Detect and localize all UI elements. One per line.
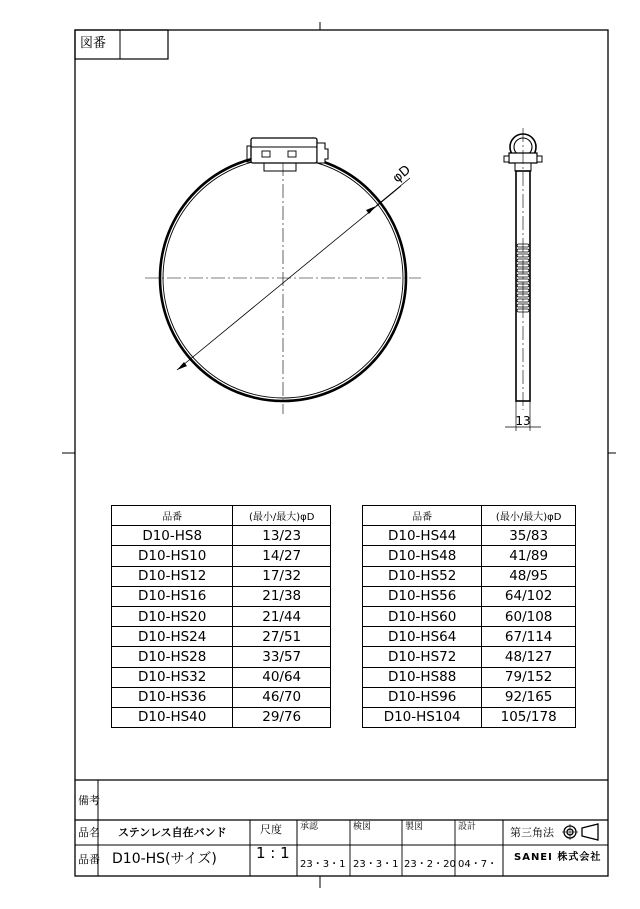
checked-date: 23・3・1 [353,859,399,870]
third-angle-projection-icon [562,824,598,840]
size-range-cell: 21/44 [233,606,331,626]
clamp-side-view [504,128,542,431]
table-row [112,546,331,566]
table-row [363,606,576,626]
size-range-cell: 14/27 [233,546,331,566]
dimension-phi-d-label: φD [389,162,414,187]
table-row [112,627,331,647]
table-row [112,667,331,687]
header-size: (最小/最大)φD [233,506,331,526]
size-range-cell: 29/76 [233,707,331,727]
size-range-cell: 64/102 [482,586,576,606]
scale-value: 1 : 1 [256,844,290,862]
table-row [363,687,576,707]
part-number-cell: D10-HS44 [363,526,482,546]
size-range-cell: 105/178 [482,707,576,727]
part-number-cell: D10-HS40 [112,707,233,727]
dimension-width-label: 13 [515,414,531,428]
design-date: 04・7・ [458,859,498,870]
size-range-cell: 48/95 [482,566,576,586]
part-number-cell: D10-HS56 [363,586,482,606]
table-row [363,526,576,546]
part-number-cell: D10-HS32 [112,667,233,687]
part-number-cell: D10-HS24 [112,627,233,647]
size-range-cell: 48/127 [482,647,576,667]
table-row [112,606,331,626]
part-number-cell: D10-HS72 [363,647,482,667]
size-range-cell: 33/57 [233,647,331,667]
table-header-row [363,506,576,526]
size-table-right [362,505,576,728]
part-number-cell: D10-HS20 [112,606,233,626]
size-range-cell: 27/51 [233,627,331,647]
remarks-label: 備考 [78,794,100,807]
approved-date: 23・3・1 [300,859,346,870]
part-number-cell: D10-HS28 [112,647,233,667]
part-number-cell: D10-HS10 [112,546,233,566]
size-range-cell: 13/23 [233,526,331,546]
part-number-cell: D10-HS36 [112,687,233,707]
table-row [112,687,331,707]
product-name: ステンレス自在バンド [118,826,227,839]
size-range-cell: 40/64 [233,667,331,687]
checked-label: 検図 [353,822,372,832]
table-row [363,627,576,647]
projection-label: 第三角法 [510,826,554,839]
table-row [112,647,331,667]
table-row [112,566,331,586]
table-row [363,667,576,687]
company-name: SANEI 株式会社 [514,852,602,863]
part-number-cell: D10-HS104 [363,707,482,727]
name-label: 品名 [78,826,100,839]
table-row [363,707,576,727]
size-range-cell: 67/114 [482,627,576,647]
header-part-number: 品番 [112,506,233,526]
size-table-left [111,505,331,728]
table-header-row [112,506,331,526]
part-number-cell: D10-HS96 [363,687,482,707]
part-number-cell: D10-HS12 [112,566,233,586]
size-range-cell: 35/83 [482,526,576,546]
drawn-date: 23・2・20 [404,859,456,870]
table-row [112,707,331,727]
size-range-cell: 17/32 [233,566,331,586]
table-row [363,546,576,566]
size-range-cell: 60/108 [482,606,576,626]
number-label: 品番 [78,853,100,866]
scale-label: 尺度 [260,823,282,836]
part-number-cell: D10-HS52 [363,566,482,586]
table-row [363,647,576,667]
part-number-cell: D10-HS16 [112,586,233,606]
header-size: (最小/最大)φD [482,506,576,526]
size-range-cell: 46/70 [233,687,331,707]
approved-label: 承認 [300,822,319,832]
size-range-cell: 41/89 [482,546,576,566]
part-number-cell: D10-HS8 [112,526,233,546]
part-number-cell: D10-HS88 [363,667,482,687]
product-number: D10-HS(サイズ) [112,851,217,867]
table-row [112,586,331,606]
table-row [363,566,576,586]
part-number-cell: D10-HS60 [363,606,482,626]
clamp-front-view [145,138,421,414]
size-range-cell: 21/38 [233,586,331,606]
design-label: 設計 [458,822,477,832]
table-row [363,586,576,606]
header-part-number: 品番 [363,506,482,526]
drawn-label: 製図 [405,822,424,832]
part-number-cell: D10-HS64 [363,627,482,647]
drawing-number-label: 図番 [80,36,107,51]
part-number-cell: D10-HS48 [363,546,482,566]
table-row [112,526,331,546]
size-range-cell: 79/152 [482,667,576,687]
size-range-cell: 92/165 [482,687,576,707]
